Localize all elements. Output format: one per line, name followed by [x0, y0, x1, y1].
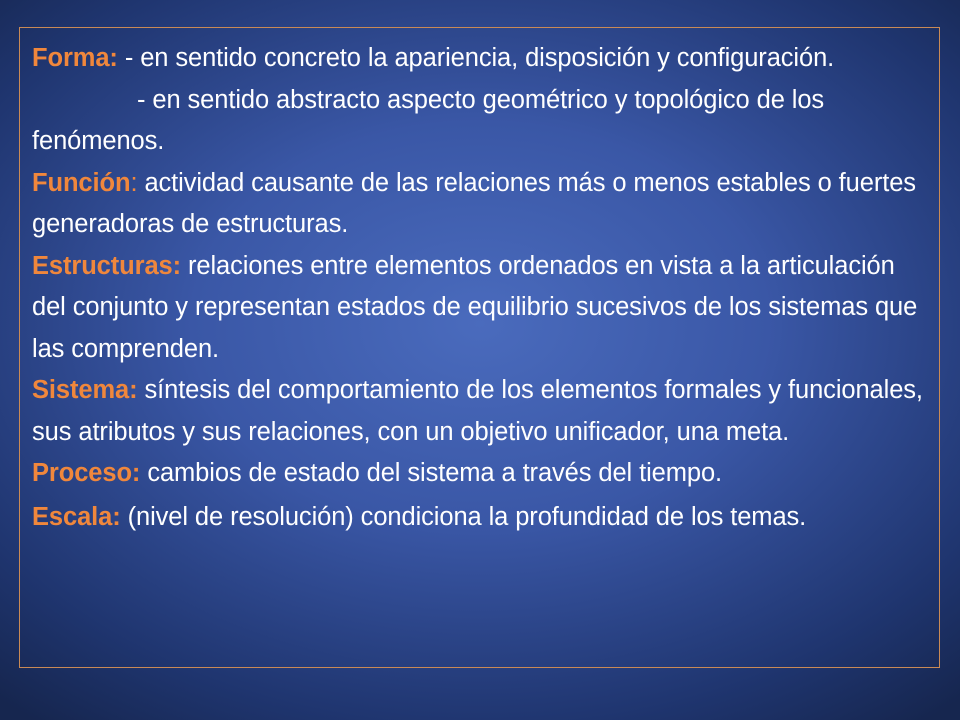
definition-forma-continuation: - en sentido abstracto aspecto geométrico y topológico de los fenómenos.	[32, 85, 825, 155]
term-funcion: Función	[32, 168, 131, 197]
definition-funcion-text: actividad causante de las relaciones más o menos estables o fuertes generadoras de estructuras.	[32, 168, 916, 238]
definition-escala-text: (nivel de resolución) condiciona la profundidad de los temas.	[120, 502, 807, 531]
definition-funcion	[32, 163, 927, 246]
definition-sistema-text: síntesis del comportamiento de los elementos formales y funcionales, sus atributos y sus relaciones, con un objetivo unificador, una meta.	[32, 376, 923, 446]
term-sistema: Sistema:	[32, 376, 138, 404]
definitions-text-box[interactable]	[19, 27, 940, 668]
definition-estructuras	[32, 246, 927, 371]
definition-forma	[32, 38, 927, 163]
term-funcion-suffix: :	[130, 168, 138, 197]
definition-proceso-text: cambios de estado del sistema a través del tiempo.	[140, 459, 723, 487]
term-forma: Forma:	[32, 44, 118, 72]
definition-sistema	[32, 370, 927, 453]
definition-forma-text: - en sentido concreto la apariencia, disposición y configuración.	[117, 44, 835, 72]
definition-estructuras-text: relaciones entre elementos ordenados en vista a la articulación del conjunto y representan estados de equilibrio sucesivos de los sistemas que las comprenden.	[32, 251, 918, 363]
term-estructuras: Estructuras:	[32, 251, 182, 280]
term-proceso: Proceso:	[32, 459, 141, 487]
definition-escala	[32, 495, 927, 540]
definition-proceso	[32, 453, 927, 495]
term-escala: Escala:	[32, 502, 121, 531]
